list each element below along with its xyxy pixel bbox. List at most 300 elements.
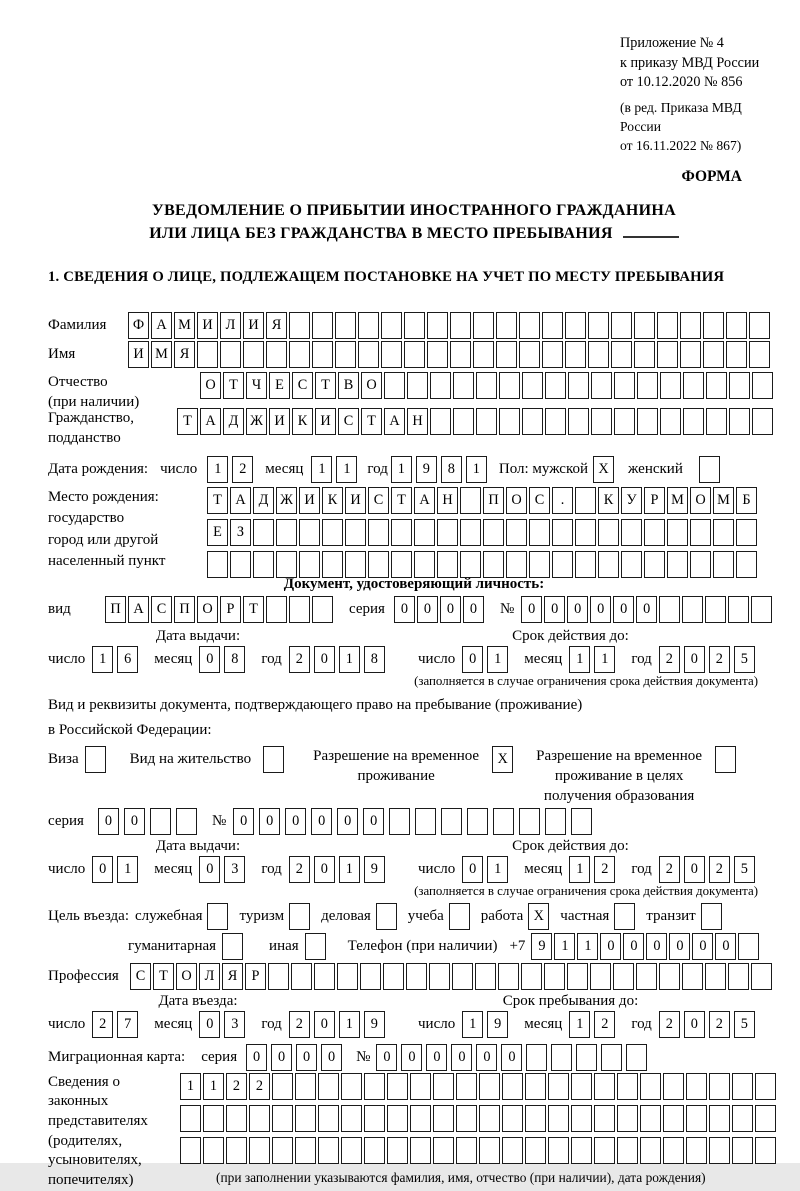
- char-cell[interactable]: [272, 1105, 293, 1132]
- temp-residence-checkbox[interactable]: [492, 746, 515, 773]
- char-cell[interactable]: 0: [426, 1044, 447, 1071]
- char-cell[interactable]: [180, 1137, 201, 1164]
- char-cell[interactable]: 0: [337, 808, 358, 835]
- identity-kind-cells[interactable]: [105, 596, 335, 623]
- char-cell[interactable]: [575, 487, 596, 514]
- char-cell[interactable]: [437, 519, 458, 546]
- char-cell[interactable]: Ч: [246, 372, 267, 399]
- char-cell[interactable]: 0: [451, 1044, 472, 1071]
- purpose-transit-checkbox[interactable]: [701, 903, 724, 930]
- char-cell[interactable]: [226, 1137, 247, 1164]
- char-cell[interactable]: [272, 1073, 293, 1100]
- char-cell[interactable]: [460, 519, 481, 546]
- char-cell[interactable]: К: [292, 408, 313, 435]
- char-cell[interactable]: [249, 1137, 270, 1164]
- birth-place-row1-cells[interactable]: [207, 487, 759, 514]
- char-cell[interactable]: [253, 551, 274, 578]
- char-cell[interactable]: В: [338, 372, 359, 399]
- char-cell[interactable]: [345, 551, 366, 578]
- char-cell[interactable]: И: [269, 408, 290, 435]
- char-cell[interactable]: [686, 1137, 707, 1164]
- char-cell[interactable]: [230, 551, 251, 578]
- char-cell[interactable]: [706, 408, 727, 435]
- identity-issue-day-cells[interactable]: [92, 646, 142, 673]
- char-cell[interactable]: 0: [600, 933, 621, 960]
- char-cell[interactable]: 2: [232, 456, 253, 483]
- char-cell[interactable]: 2: [709, 646, 730, 673]
- char-cell[interactable]: [591, 408, 612, 435]
- char-cell[interactable]: [322, 551, 343, 578]
- char-cell[interactable]: 9: [531, 933, 552, 960]
- char-cell[interactable]: [207, 903, 228, 930]
- char-cell[interactable]: [705, 596, 726, 623]
- char-cell[interactable]: [660, 372, 681, 399]
- char-cell[interactable]: [376, 903, 397, 930]
- stay-doc-number-cells[interactable]: [233, 808, 597, 835]
- char-cell[interactable]: С: [368, 487, 389, 514]
- char-cell[interactable]: [207, 551, 228, 578]
- char-cell[interactable]: [732, 1137, 753, 1164]
- char-cell[interactable]: 2: [226, 1073, 247, 1100]
- char-cell[interactable]: 0: [417, 596, 438, 623]
- char-cell[interactable]: Ж: [246, 408, 267, 435]
- char-cell[interactable]: [318, 1137, 339, 1164]
- char-cell[interactable]: [728, 596, 749, 623]
- char-cell[interactable]: 1: [569, 856, 590, 883]
- char-cell[interactable]: П: [174, 596, 195, 623]
- char-cell[interactable]: А: [384, 408, 405, 435]
- birth-year-cells[interactable]: [391, 456, 491, 483]
- char-cell[interactable]: [499, 408, 520, 435]
- char-cell[interactable]: [502, 1073, 523, 1100]
- char-cell[interactable]: [383, 963, 404, 990]
- char-cell[interactable]: П: [105, 596, 126, 623]
- char-cell[interactable]: 0: [684, 646, 705, 673]
- char-cell[interactable]: [197, 341, 218, 368]
- char-cell[interactable]: [634, 312, 655, 339]
- char-cell[interactable]: [699, 456, 720, 483]
- char-cell[interactable]: [358, 312, 379, 339]
- char-cell[interactable]: [322, 519, 343, 546]
- char-cell[interactable]: [749, 312, 770, 339]
- char-cell[interactable]: [636, 963, 657, 990]
- char-cell[interactable]: [732, 1073, 753, 1100]
- char-cell[interactable]: [427, 341, 448, 368]
- char-cell[interactable]: А: [200, 408, 221, 435]
- purpose-business-checkbox[interactable]: [376, 903, 399, 930]
- char-cell[interactable]: А: [128, 596, 149, 623]
- char-cell[interactable]: [289, 341, 310, 368]
- female-checkbox[interactable]: [699, 456, 722, 483]
- stay-doc-issue-day-cells[interactable]: [92, 856, 142, 883]
- male-checkbox[interactable]: [593, 456, 616, 483]
- char-cell[interactable]: [476, 372, 497, 399]
- char-cell[interactable]: [226, 1105, 247, 1132]
- char-cell[interactable]: 9: [487, 1011, 508, 1038]
- stay-until-month-cells[interactable]: [569, 1011, 619, 1038]
- stay-until-year-cells[interactable]: [659, 1011, 759, 1038]
- char-cell[interactable]: [548, 1105, 569, 1132]
- char-cell[interactable]: 0: [285, 808, 306, 835]
- char-cell[interactable]: [249, 1105, 270, 1132]
- char-cell[interactable]: 1: [117, 856, 138, 883]
- char-cell[interactable]: [617, 1137, 638, 1164]
- char-cell[interactable]: 0: [669, 933, 690, 960]
- char-cell[interactable]: 1: [594, 646, 615, 673]
- char-cell[interactable]: 2: [659, 646, 680, 673]
- char-cell[interactable]: Я: [174, 341, 195, 368]
- char-cell[interactable]: [433, 1105, 454, 1132]
- char-cell[interactable]: 0: [715, 933, 736, 960]
- char-cell[interactable]: [341, 1137, 362, 1164]
- char-cell[interactable]: [479, 1105, 500, 1132]
- char-cell[interactable]: [755, 1105, 776, 1132]
- char-cell[interactable]: 9: [364, 1011, 385, 1038]
- char-cell[interactable]: [289, 903, 310, 930]
- char-cell[interactable]: [663, 1105, 684, 1132]
- char-cell[interactable]: [657, 312, 678, 339]
- char-cell[interactable]: [614, 903, 635, 930]
- char-cell[interactable]: [542, 341, 563, 368]
- char-cell[interactable]: 1: [339, 1011, 360, 1038]
- char-cell[interactable]: 1: [462, 1011, 483, 1038]
- char-cell[interactable]: 0: [462, 646, 483, 673]
- char-cell[interactable]: 0: [567, 596, 588, 623]
- char-cell[interactable]: [456, 1137, 477, 1164]
- char-cell[interactable]: Е: [269, 372, 290, 399]
- char-cell[interactable]: И: [345, 487, 366, 514]
- char-cell[interactable]: [404, 341, 425, 368]
- char-cell[interactable]: М: [713, 487, 734, 514]
- representatives-row3-cells[interactable]: [180, 1137, 778, 1164]
- char-cell[interactable]: [571, 808, 592, 835]
- char-cell[interactable]: [552, 551, 573, 578]
- char-cell[interactable]: [626, 1044, 647, 1071]
- char-cell[interactable]: [663, 1073, 684, 1100]
- stay-doc-valid-year-cells[interactable]: [659, 856, 759, 883]
- char-cell[interactable]: [314, 963, 335, 990]
- char-cell[interactable]: [713, 551, 734, 578]
- char-cell[interactable]: [705, 963, 726, 990]
- purpose-study-checkbox[interactable]: [449, 903, 472, 930]
- char-cell[interactable]: [289, 596, 310, 623]
- char-cell[interactable]: [450, 312, 471, 339]
- char-cell[interactable]: [498, 963, 519, 990]
- citizenship-cells[interactable]: [177, 408, 775, 435]
- char-cell[interactable]: 0: [376, 1044, 397, 1071]
- char-cell[interactable]: [644, 519, 665, 546]
- char-cell[interactable]: Т: [361, 408, 382, 435]
- char-cell[interactable]: [548, 1137, 569, 1164]
- char-cell[interactable]: 0: [314, 856, 335, 883]
- char-cell[interactable]: [576, 1044, 597, 1071]
- char-cell[interactable]: [709, 1137, 730, 1164]
- char-cell[interactable]: 0: [314, 646, 335, 673]
- char-cell[interactable]: [568, 408, 589, 435]
- char-cell[interactable]: С: [338, 408, 359, 435]
- entry-month-cells[interactable]: [199, 1011, 249, 1038]
- char-cell[interactable]: [222, 933, 243, 960]
- char-cell[interactable]: [456, 1105, 477, 1132]
- char-cell[interactable]: [726, 341, 747, 368]
- char-cell[interactable]: 2: [594, 856, 615, 883]
- char-cell[interactable]: 0: [233, 808, 254, 835]
- char-cell[interactable]: [565, 312, 586, 339]
- char-cell[interactable]: [571, 1105, 592, 1132]
- char-cell[interactable]: [358, 341, 379, 368]
- char-cell[interactable]: 7: [117, 1011, 138, 1038]
- char-cell[interactable]: Л: [199, 963, 220, 990]
- char-cell[interactable]: [613, 963, 634, 990]
- char-cell[interactable]: [634, 341, 655, 368]
- char-cell[interactable]: 0: [199, 856, 220, 883]
- char-cell[interactable]: [601, 1044, 622, 1071]
- char-cell[interactable]: 0: [544, 596, 565, 623]
- char-cell[interactable]: 0: [646, 933, 667, 960]
- patronymic-cells[interactable]: [200, 372, 775, 399]
- char-cell[interactable]: [703, 341, 724, 368]
- purpose-private-checkbox[interactable]: [614, 903, 637, 930]
- char-cell[interactable]: [706, 372, 727, 399]
- profession-cells[interactable]: [130, 963, 774, 990]
- char-cell[interactable]: 0: [590, 596, 611, 623]
- char-cell[interactable]: [381, 312, 402, 339]
- char-cell[interactable]: С: [529, 487, 550, 514]
- char-cell[interactable]: [381, 341, 402, 368]
- char-cell[interactable]: 0: [271, 1044, 292, 1071]
- char-cell[interactable]: [460, 487, 481, 514]
- char-cell[interactable]: 5: [734, 646, 755, 673]
- char-cell[interactable]: [657, 341, 678, 368]
- char-cell[interactable]: С: [151, 596, 172, 623]
- char-cell[interactable]: Б: [736, 487, 757, 514]
- char-cell[interactable]: [525, 1137, 546, 1164]
- char-cell[interactable]: [588, 312, 609, 339]
- char-cell[interactable]: 2: [659, 856, 680, 883]
- char-cell[interactable]: [640, 1105, 661, 1132]
- visa-checkbox[interactable]: [85, 746, 108, 773]
- char-cell[interactable]: [736, 551, 757, 578]
- char-cell[interactable]: [690, 519, 711, 546]
- char-cell[interactable]: А: [414, 487, 435, 514]
- char-cell[interactable]: [621, 551, 642, 578]
- char-cell[interactable]: Д: [223, 408, 244, 435]
- char-cell[interactable]: [433, 1137, 454, 1164]
- char-cell[interactable]: [430, 408, 451, 435]
- char-cell[interactable]: [341, 1073, 362, 1100]
- char-cell[interactable]: [364, 1073, 385, 1100]
- char-cell[interactable]: [525, 1073, 546, 1100]
- char-cell[interactable]: [203, 1105, 224, 1132]
- char-cell[interactable]: 3: [224, 1011, 245, 1038]
- char-cell[interactable]: [299, 519, 320, 546]
- char-cell[interactable]: Д: [253, 487, 274, 514]
- char-cell[interactable]: [545, 372, 566, 399]
- char-cell[interactable]: [545, 408, 566, 435]
- char-cell[interactable]: 0: [684, 1011, 705, 1038]
- char-cell[interactable]: 1: [569, 1011, 590, 1038]
- char-cell[interactable]: 0: [636, 596, 657, 623]
- char-cell[interactable]: 0: [296, 1044, 317, 1071]
- char-cell[interactable]: И: [128, 341, 149, 368]
- char-cell[interactable]: [568, 372, 589, 399]
- char-cell[interactable]: [680, 312, 701, 339]
- char-cell[interactable]: 1: [203, 1073, 224, 1100]
- char-cell[interactable]: 2: [659, 1011, 680, 1038]
- char-cell[interactable]: Ж: [276, 487, 297, 514]
- char-cell[interactable]: 2: [289, 646, 310, 673]
- char-cell[interactable]: [659, 596, 680, 623]
- char-cell[interactable]: У: [621, 487, 642, 514]
- char-cell[interactable]: 0: [199, 646, 220, 673]
- residence-permit-checkbox[interactable]: [263, 746, 286, 773]
- char-cell[interactable]: [752, 408, 773, 435]
- char-cell[interactable]: [496, 312, 517, 339]
- identity-valid-year-cells[interactable]: [659, 646, 759, 673]
- representatives-row2-cells[interactable]: [180, 1105, 778, 1132]
- char-cell[interactable]: Р: [644, 487, 665, 514]
- char-cell[interactable]: [680, 341, 701, 368]
- char-cell[interactable]: [567, 963, 588, 990]
- char-cell[interactable]: И: [299, 487, 320, 514]
- char-cell[interactable]: [598, 519, 619, 546]
- char-cell[interactable]: 0: [363, 808, 384, 835]
- char-cell[interactable]: 2: [289, 1011, 310, 1038]
- char-cell[interactable]: [715, 746, 736, 773]
- char-cell[interactable]: [726, 312, 747, 339]
- entry-year-cells[interactable]: [289, 1011, 389, 1038]
- birth-place-row2-cells[interactable]: [207, 519, 759, 546]
- char-cell[interactable]: 0: [401, 1044, 422, 1071]
- char-cell[interactable]: И: [197, 312, 218, 339]
- char-cell[interactable]: [475, 963, 496, 990]
- stay-doc-series-cells[interactable]: [98, 808, 202, 835]
- char-cell[interactable]: [295, 1105, 316, 1132]
- char-cell[interactable]: 0: [124, 808, 145, 835]
- char-cell[interactable]: [617, 1073, 638, 1100]
- char-cell[interactable]: [410, 1105, 431, 1132]
- temp-residence-edu-checkbox[interactable]: [715, 746, 738, 773]
- char-cell[interactable]: [611, 312, 632, 339]
- char-cell[interactable]: [542, 312, 563, 339]
- char-cell[interactable]: 8: [364, 646, 385, 673]
- char-cell[interactable]: О: [506, 487, 527, 514]
- char-cell[interactable]: 0: [440, 596, 461, 623]
- char-cell[interactable]: [499, 372, 520, 399]
- migration-card-series-cells[interactable]: [246, 1044, 346, 1071]
- char-cell[interactable]: Н: [407, 408, 428, 435]
- char-cell[interactable]: [614, 372, 635, 399]
- char-cell[interactable]: [483, 551, 504, 578]
- char-cell[interactable]: [701, 903, 722, 930]
- char-cell[interactable]: 0: [98, 808, 119, 835]
- char-cell[interactable]: [502, 1137, 523, 1164]
- char-cell[interactable]: 3: [224, 856, 245, 883]
- char-cell[interactable]: И: [243, 312, 264, 339]
- char-cell[interactable]: X: [528, 903, 549, 930]
- char-cell[interactable]: 1: [207, 456, 228, 483]
- char-cell[interactable]: [683, 372, 704, 399]
- birth-place-row3-cells[interactable]: [207, 551, 759, 578]
- char-cell[interactable]: [414, 519, 435, 546]
- char-cell[interactable]: X: [593, 456, 614, 483]
- char-cell[interactable]: [414, 551, 435, 578]
- char-cell[interactable]: [682, 963, 703, 990]
- char-cell[interactable]: [749, 341, 770, 368]
- char-cell[interactable]: [659, 963, 680, 990]
- char-cell[interactable]: [243, 341, 264, 368]
- char-cell[interactable]: [312, 341, 333, 368]
- char-cell[interactable]: [621, 519, 642, 546]
- char-cell[interactable]: 9: [416, 456, 437, 483]
- char-cell[interactable]: М: [151, 341, 172, 368]
- purpose-humanitarian-checkbox[interactable]: [222, 933, 245, 960]
- char-cell[interactable]: [476, 408, 497, 435]
- char-cell[interactable]: [755, 1137, 776, 1164]
- char-cell[interactable]: [493, 808, 514, 835]
- char-cell[interactable]: [389, 808, 410, 835]
- char-cell[interactable]: [637, 408, 658, 435]
- char-cell[interactable]: [391, 519, 412, 546]
- phone-cells[interactable]: [531, 933, 761, 960]
- identity-number-cells[interactable]: [521, 596, 774, 623]
- char-cell[interactable]: 2: [709, 1011, 730, 1038]
- char-cell[interactable]: [318, 1073, 339, 1100]
- char-cell[interactable]: [667, 519, 688, 546]
- char-cell[interactable]: [752, 372, 773, 399]
- char-cell[interactable]: [150, 808, 171, 835]
- char-cell[interactable]: [452, 963, 473, 990]
- char-cell[interactable]: [391, 551, 412, 578]
- char-cell[interactable]: [220, 341, 241, 368]
- char-cell[interactable]: 0: [501, 1044, 522, 1071]
- char-cell[interactable]: [276, 551, 297, 578]
- char-cell[interactable]: [598, 551, 619, 578]
- char-cell[interactable]: [544, 963, 565, 990]
- char-cell[interactable]: [449, 903, 470, 930]
- char-cell[interactable]: А: [230, 487, 251, 514]
- migration-card-number-cells[interactable]: [376, 1044, 651, 1071]
- purpose-other-checkbox[interactable]: [305, 933, 328, 960]
- char-cell[interactable]: [433, 1073, 454, 1100]
- char-cell[interactable]: 0: [521, 596, 542, 623]
- purpose-tourism-checkbox[interactable]: [289, 903, 312, 930]
- char-cell[interactable]: X: [492, 746, 513, 773]
- identity-valid-month-cells[interactable]: [569, 646, 619, 673]
- char-cell[interactable]: 0: [463, 596, 484, 623]
- char-cell[interactable]: 0: [199, 1011, 220, 1038]
- birth-day-cells[interactable]: [207, 456, 257, 483]
- char-cell[interactable]: Т: [243, 596, 264, 623]
- entry-day-cells[interactable]: [92, 1011, 142, 1038]
- char-cell[interactable]: Е: [207, 519, 228, 546]
- char-cell[interactable]: [732, 1105, 753, 1132]
- char-cell[interactable]: [690, 551, 711, 578]
- char-cell[interactable]: [644, 551, 665, 578]
- given-name-cells[interactable]: [128, 341, 772, 368]
- char-cell[interactable]: Т: [223, 372, 244, 399]
- char-cell[interactable]: [709, 1073, 730, 1100]
- char-cell[interactable]: [429, 963, 450, 990]
- stay-doc-issue-month-cells[interactable]: [199, 856, 249, 883]
- char-cell[interactable]: 0: [321, 1044, 342, 1071]
- char-cell[interactable]: 1: [487, 646, 508, 673]
- char-cell[interactable]: [526, 1044, 547, 1071]
- char-cell[interactable]: [522, 408, 543, 435]
- char-cell[interactable]: [266, 341, 287, 368]
- identity-valid-day-cells[interactable]: [462, 646, 512, 673]
- surname-cells[interactable]: [128, 312, 772, 339]
